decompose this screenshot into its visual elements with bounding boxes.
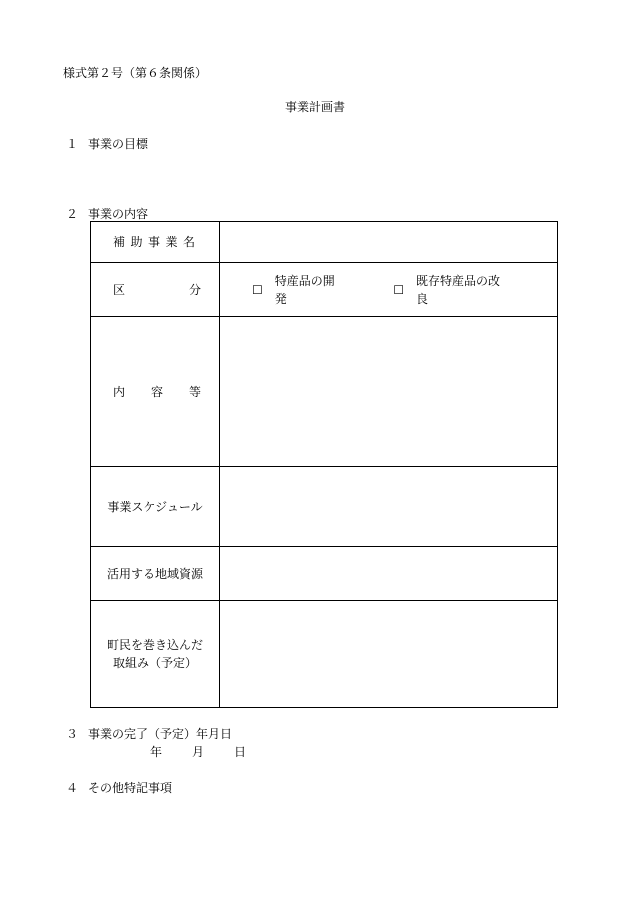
checkbox-icon[interactable]: ☐ [252,282,263,297]
section-3-number: ３ [66,727,79,741]
category-option-improve-product[interactable] [393,272,505,308]
table-row-category [91,263,558,317]
project-plan-table [90,221,558,708]
form-number: 様式第２号（第６条関係） [63,66,208,80]
contents-label: 内 容 等 [91,317,220,467]
year-unit: 年 [150,745,163,759]
section-1-number: １ [66,137,79,151]
section-3-title: 事業の完了（予定）年月日 [88,727,233,741]
table-row-project-name [91,222,558,263]
resident-involvement-value[interactable] [220,601,558,708]
section-3-heading [66,727,232,741]
table-row-schedule [91,467,558,547]
section-1-heading [66,137,148,151]
table-row-local-resources [91,547,558,601]
table-row-contents [91,317,558,467]
section-2-title: 事業の内容 [88,207,149,221]
day-unit: 日 [234,745,247,759]
completion-date-fields [150,745,246,759]
contents-value[interactable] [220,317,558,467]
category-value [220,263,558,317]
section-4-number: ４ [66,781,79,795]
schedule-value[interactable] [220,467,558,547]
document-title: 事業計画書 [284,100,345,114]
project-name-value[interactable] [220,222,558,263]
category-option-new-product[interactable] [252,272,341,308]
section-2-number: ２ [66,207,79,221]
table-row-resident-involvement [91,601,558,708]
project-name-label: 補 助 事 業 名 [91,222,220,263]
section-2-heading [66,207,148,221]
month-unit: 月 [192,745,205,759]
section-1-title: 事業の目標 [88,137,149,151]
option-label-new-product: 特産品の開発 [274,273,335,306]
section-4-title: その他特記事項 [88,781,173,795]
checkbox-icon[interactable]: ☐ [393,282,404,297]
schedule-label: 事業スケジュール [91,467,220,547]
resident-involvement-label: 町民を巻き込んだ 取組み（予定） [91,601,220,708]
local-resources-label: 活用する地域資源 [91,547,220,601]
section-4-heading [66,781,172,795]
category-label: 区 分 [91,263,220,317]
local-resources-value[interactable] [220,547,558,601]
option-label-improve-product: 既存特産品の改良 [415,273,500,306]
